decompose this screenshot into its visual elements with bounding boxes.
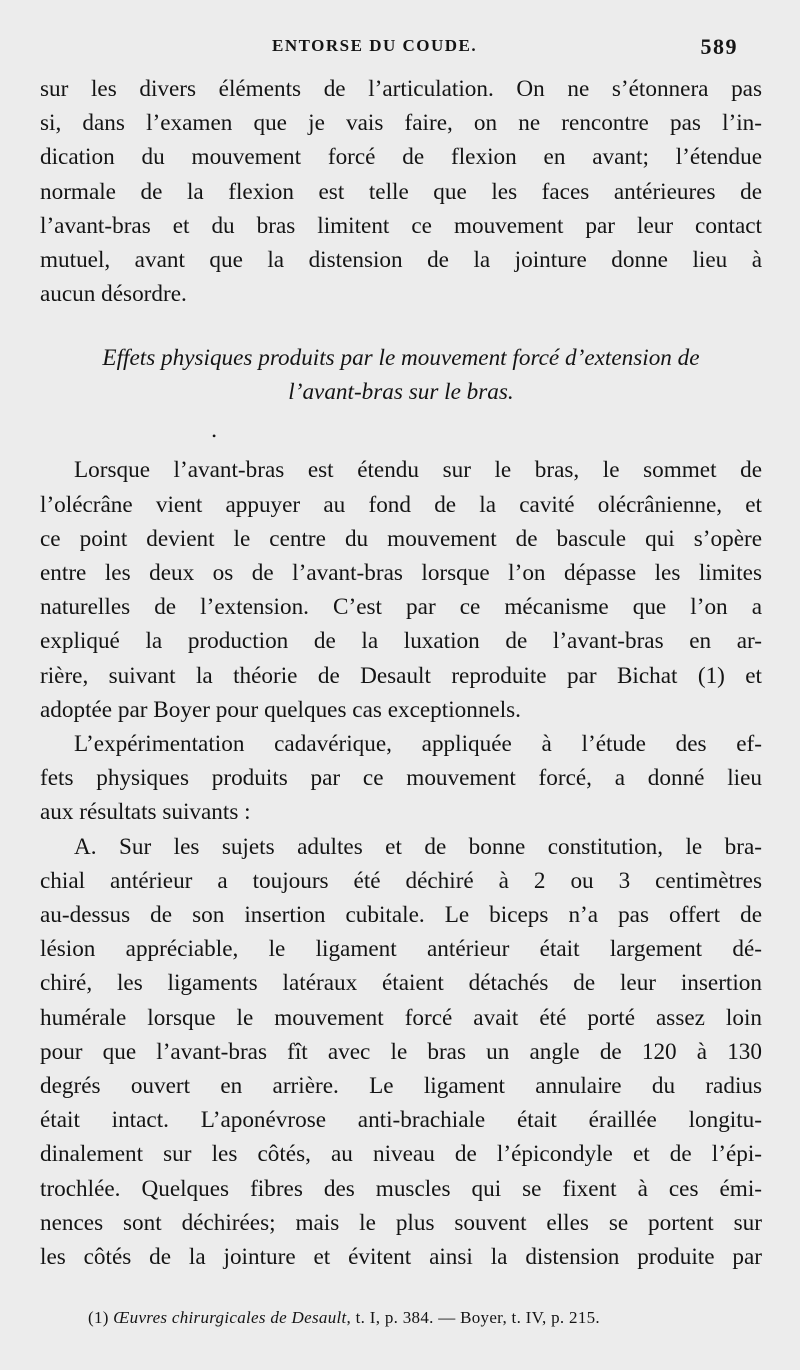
paragraph-results-a	[40, 830, 762, 1275]
text-line: aux résultats suivants :	[40, 799, 251, 826]
text-line: ce point devient le centre du mouvement de bascule qui s’opère	[40, 525, 762, 552]
paragraph-experimentation	[40, 727, 762, 830]
text-line: expliqué la production de la luxation de l’avant-bras en ar-	[40, 628, 762, 655]
text-line: humérale lorsque le mouvement forcé avait été porté assez loin	[40, 1004, 762, 1031]
page-number: 589	[700, 34, 738, 59]
text-line: entre les deux os de l’avant-bras lorsque l’on dépasse les limites	[40, 560, 762, 587]
paragraph-intro	[40, 72, 762, 311]
text-line: lésion appréciable, le ligament antérieur était largement dé-	[40, 936, 762, 963]
text-line: fets physiques produits par ce mouvement forcé, a donné lieu	[40, 765, 762, 792]
ornament-mark: •	[212, 429, 217, 444]
text-line: L’expérimentation cadavérique, appliquée à l’étude des ef-	[74, 731, 762, 758]
text-line: naturelles de l’extension. C’est par ce mécanisme que l’on a	[40, 594, 762, 621]
text-line: Lorsque l’avant-bras est étendu sur le bras, le sommet de	[74, 457, 762, 484]
text-line: pour que l’avant-bras fît avec le bras un angle de 120 à 130	[40, 1038, 762, 1065]
text-line: au-dessus de son insertion cubitale. Le biceps n’a pas offert de	[40, 902, 762, 929]
text-line: sur les divers éléments de l’articulation. On ne s’étonnera pas	[40, 76, 762, 102]
running-head	[40, 34, 738, 62]
text-line: trochlée. Quelques fibres des muscles qui se fixent à ces émi-	[40, 1175, 762, 1202]
section-heading	[40, 341, 762, 409]
section-heading-line: l’avant-bras sur le bras.	[288, 379, 514, 406]
text-line: l’olécrâne vient appuyer au fond de la cavité olécrânienne, et	[40, 491, 762, 518]
text-line: chial antérieur a toujours été déchiré à 2 ou 3 centimètres	[40, 867, 762, 894]
text-line: adoptée par Boyer pour quelques cas exceptionnels.	[40, 696, 521, 723]
text-line: les côtés de la jointure et évitent ainsi la distension produite par	[40, 1244, 762, 1271]
text-line: mutuel, avant que la distension de la jointure donne lieu à	[40, 247, 762, 274]
text-line: normale de la flexion est telle que les faces antérieures de	[40, 178, 762, 205]
footnote-title: Œuvres chirurgicales de Desault	[113, 1308, 347, 1327]
section-heading-line: Effets physiques produits par le mouvement forcé d’extension de	[102, 345, 700, 372]
text-line: chiré, les ligaments latéraux étaient détachés de leur insertion	[40, 970, 762, 997]
text-line: degrés ouvert en arrière. Le ligament annulaire du radius	[40, 1073, 762, 1100]
text-line: A. Sur les sujets adultes et de bonne constitution, le bra-	[74, 833, 762, 860]
footnote-reference: , t. I, p. 384. — Boyer, t. IV, p. 215.	[346, 1308, 600, 1327]
footnote-marker: (1)	[88, 1308, 109, 1327]
text-line: rière, suivant la théorie de Desault reproduite par Bichat (1) et	[40, 662, 762, 689]
text-line: dication du mouvement forcé de flexion en avant; l’étendue	[40, 144, 762, 171]
text-line: l’avant-bras et du bras limitent ce mouvement par leur contact	[40, 212, 762, 239]
running-title: ENTORSE DU COUDE.	[272, 36, 478, 55]
body-text	[40, 72, 762, 1274]
text-line: dinalement sur les côtés, au niveau de l’épicondyle et de l’épi-	[40, 1141, 762, 1168]
paragraph-extension	[40, 453, 762, 727]
text-line: était intact. L’aponévrose anti-brachiale était éraillée longitu-	[40, 1107, 762, 1134]
text-line: nences sont déchirées; mais le plus souvent elles se portent sur	[40, 1209, 762, 1236]
text-line: aucun désordre.	[40, 281, 187, 308]
footnote	[88, 1308, 748, 1328]
text-line: si, dans l’examen que je vais faire, on ne rencontre pas l’in-	[40, 110, 762, 137]
